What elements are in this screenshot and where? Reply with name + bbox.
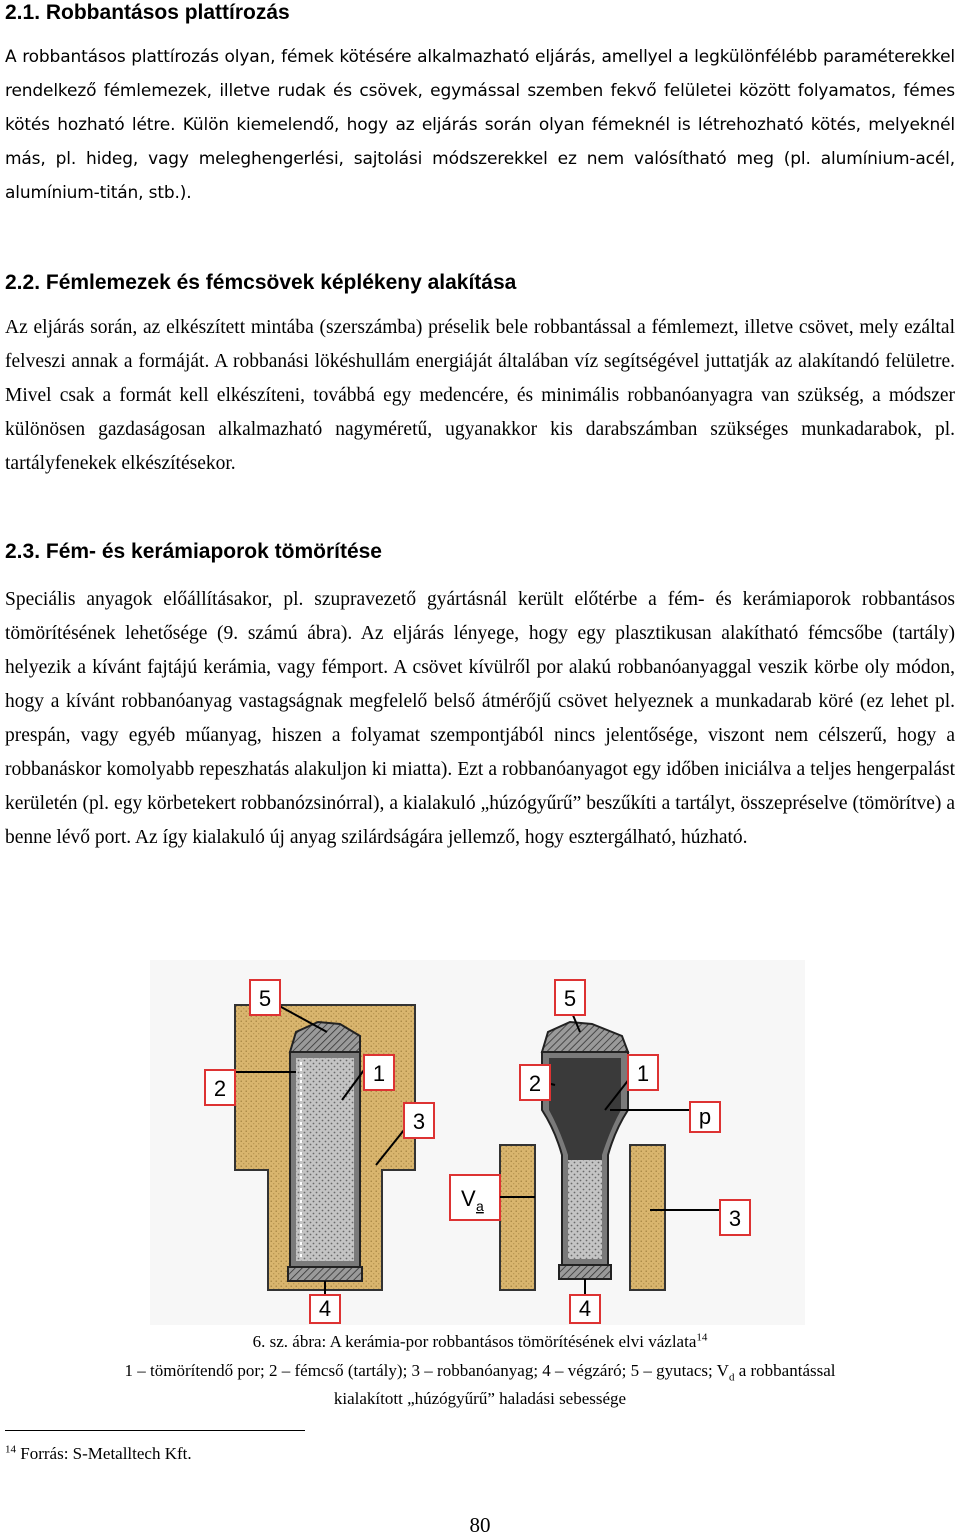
label-1-left: 1 <box>372 1061 386 1086</box>
end-plug-left <box>288 1267 362 1281</box>
label-va: V <box>461 1186 476 1211</box>
explosive-lower-left-right <box>500 1145 535 1290</box>
figure-diagram <box>150 960 805 1325</box>
label-p: p <box>698 1104 712 1129</box>
caption-legend-sub: d <box>728 1371 735 1384</box>
label-5-left: 5 <box>258 986 272 1011</box>
caption-title-text: 6. sz. ábra: A kerámia-por robbantásos tömörítésének elvi vázlata <box>252 1332 697 1351</box>
caption-footnote-ref: 14 <box>696 1331 708 1344</box>
caption-legend-text-b: a robbantással <box>734 1361 836 1380</box>
label-3-left: 3 <box>412 1109 426 1134</box>
heading-2-1: 2.1. Robbantásos plattírozás <box>5 1 290 24</box>
paragraph-2-1: A robbantásos plattírozás olyan, fémek kötésére alkalmazható eljárás, amellyel a legkülönfélébb paraméterekkel rendelkező fémlemezek, illetve rudak és csövek, egymással szemben fekvő felületei között folyamatos, fémes kötés hozható létre. Külön kiemelendő, hogy az eljárás során olyan fémeknél is létrehozható kötés, melyeknél más, pl. hideg, vagy meleghengerlési, sajtolási módszerekkel ez nem valósítható meg (pl. alumínium-acél, alumínium-titán, stb.). <box>5 47 955 203</box>
end-plug-right <box>559 1265 611 1279</box>
explosive-lower-right-right <box>630 1145 665 1290</box>
footnote-separator <box>5 1430 305 1431</box>
label-1-right: 1 <box>636 1061 650 1086</box>
page-number: 80 <box>469 1513 491 1537</box>
figure-caption-title <box>0 1328 960 1356</box>
label-5-right: 5 <box>563 986 577 1011</box>
label-4-right: 4 <box>578 1296 592 1321</box>
paragraph-2-3: Speciális anyagok előállításakor, pl. szupravezető gyártásnál került előtérbe a fém- és kerámiaporok robbantásos tömörítésének lehetősége (9. számú ábra). Az eljárás lényege, hogy egy plasztikusan alakítható fémcsőbe (tartály) helyezik a kívánt fajtájú kerámia, vagy fémport. A csövet kívülről por alakú robbanóanyaggal veszik körbe oly módon, hogy a kívánt robbanóanyag vastagságnak megfelelő belső átmérőjű csövet helyeznek a munkadarab köré (ez lehet pl. prespán, vagy egyéb műanyag, hiszen a folyamat szempontjából nincs jelentősége, viszont nem célszerű, hogy a robbanáskor komolyabb repeszhatás alakuljon ki miatta). Ezt a robbanóanyagot egy időben iniciálva a teljes hengerpalást kerületén (pl. egy körbetekert robbanózsinórral), a kialakuló „húzógyűrű” beszűkíti a tartályt, összepréselve (tömörítve) a benne lévő port. Az így kialakuló új anyag szilárdságára jellemző, hogy esztergálható, húzható. <box>5 589 955 848</box>
label-2-right: 2 <box>528 1071 542 1096</box>
paragraph-2-2: Az eljárás során, az elkészített mintába (szerszámba) préselik bele robbantással a fémlemezt, illetve csövet, mely ezáltal felveszi annak a formáját. A robbanási lökéshullám energiáját általában víz segítségével juttatják az alakítandó felületre. Mivel csak a formát kell elkészíteni, továbbá egy medencére, és minimális robbanóanyagra van szükség, a módszer különösen gazdaságosan alkalmazható nagyméretű, ugyanakkor kis darabszámban szükséges munkadarabok, pl. tartályfenekek elkészítésekor. <box>5 317 955 474</box>
label-2-left: 2 <box>213 1076 227 1101</box>
figure-caption-legend <box>0 1357 960 1385</box>
footnote <box>5 1440 192 1468</box>
footnote-number: 14 <box>5 1443 16 1456</box>
powder-left <box>296 1058 354 1261</box>
footnote-text: Forrás: S-Metalltech Kft. <box>16 1444 192 1463</box>
figure-caption-legend-cont: kialakított „húzógyűrű” haladási sebessége <box>333 1389 627 1408</box>
label-3-right: 3 <box>728 1206 742 1231</box>
label-4-left: 4 <box>318 1296 332 1321</box>
heading-2-3: 2.3. Fém- és kerámiaporok tömörítése <box>5 540 382 563</box>
figure-powder-compaction <box>150 960 805 1325</box>
label-va-sub: a <box>476 1198 484 1214</box>
heading-2-2: 2.2. Fémlemezek és fémcsövek képlékeny alakítása <box>5 271 517 294</box>
powder-right <box>568 1160 602 1259</box>
caption-legend-text: 1 – tömörítendő por; 2 – fémcső (tartály); 3 – robbanóanyag; 4 – végzáró; 5 – gyutacs; V <box>124 1361 729 1380</box>
